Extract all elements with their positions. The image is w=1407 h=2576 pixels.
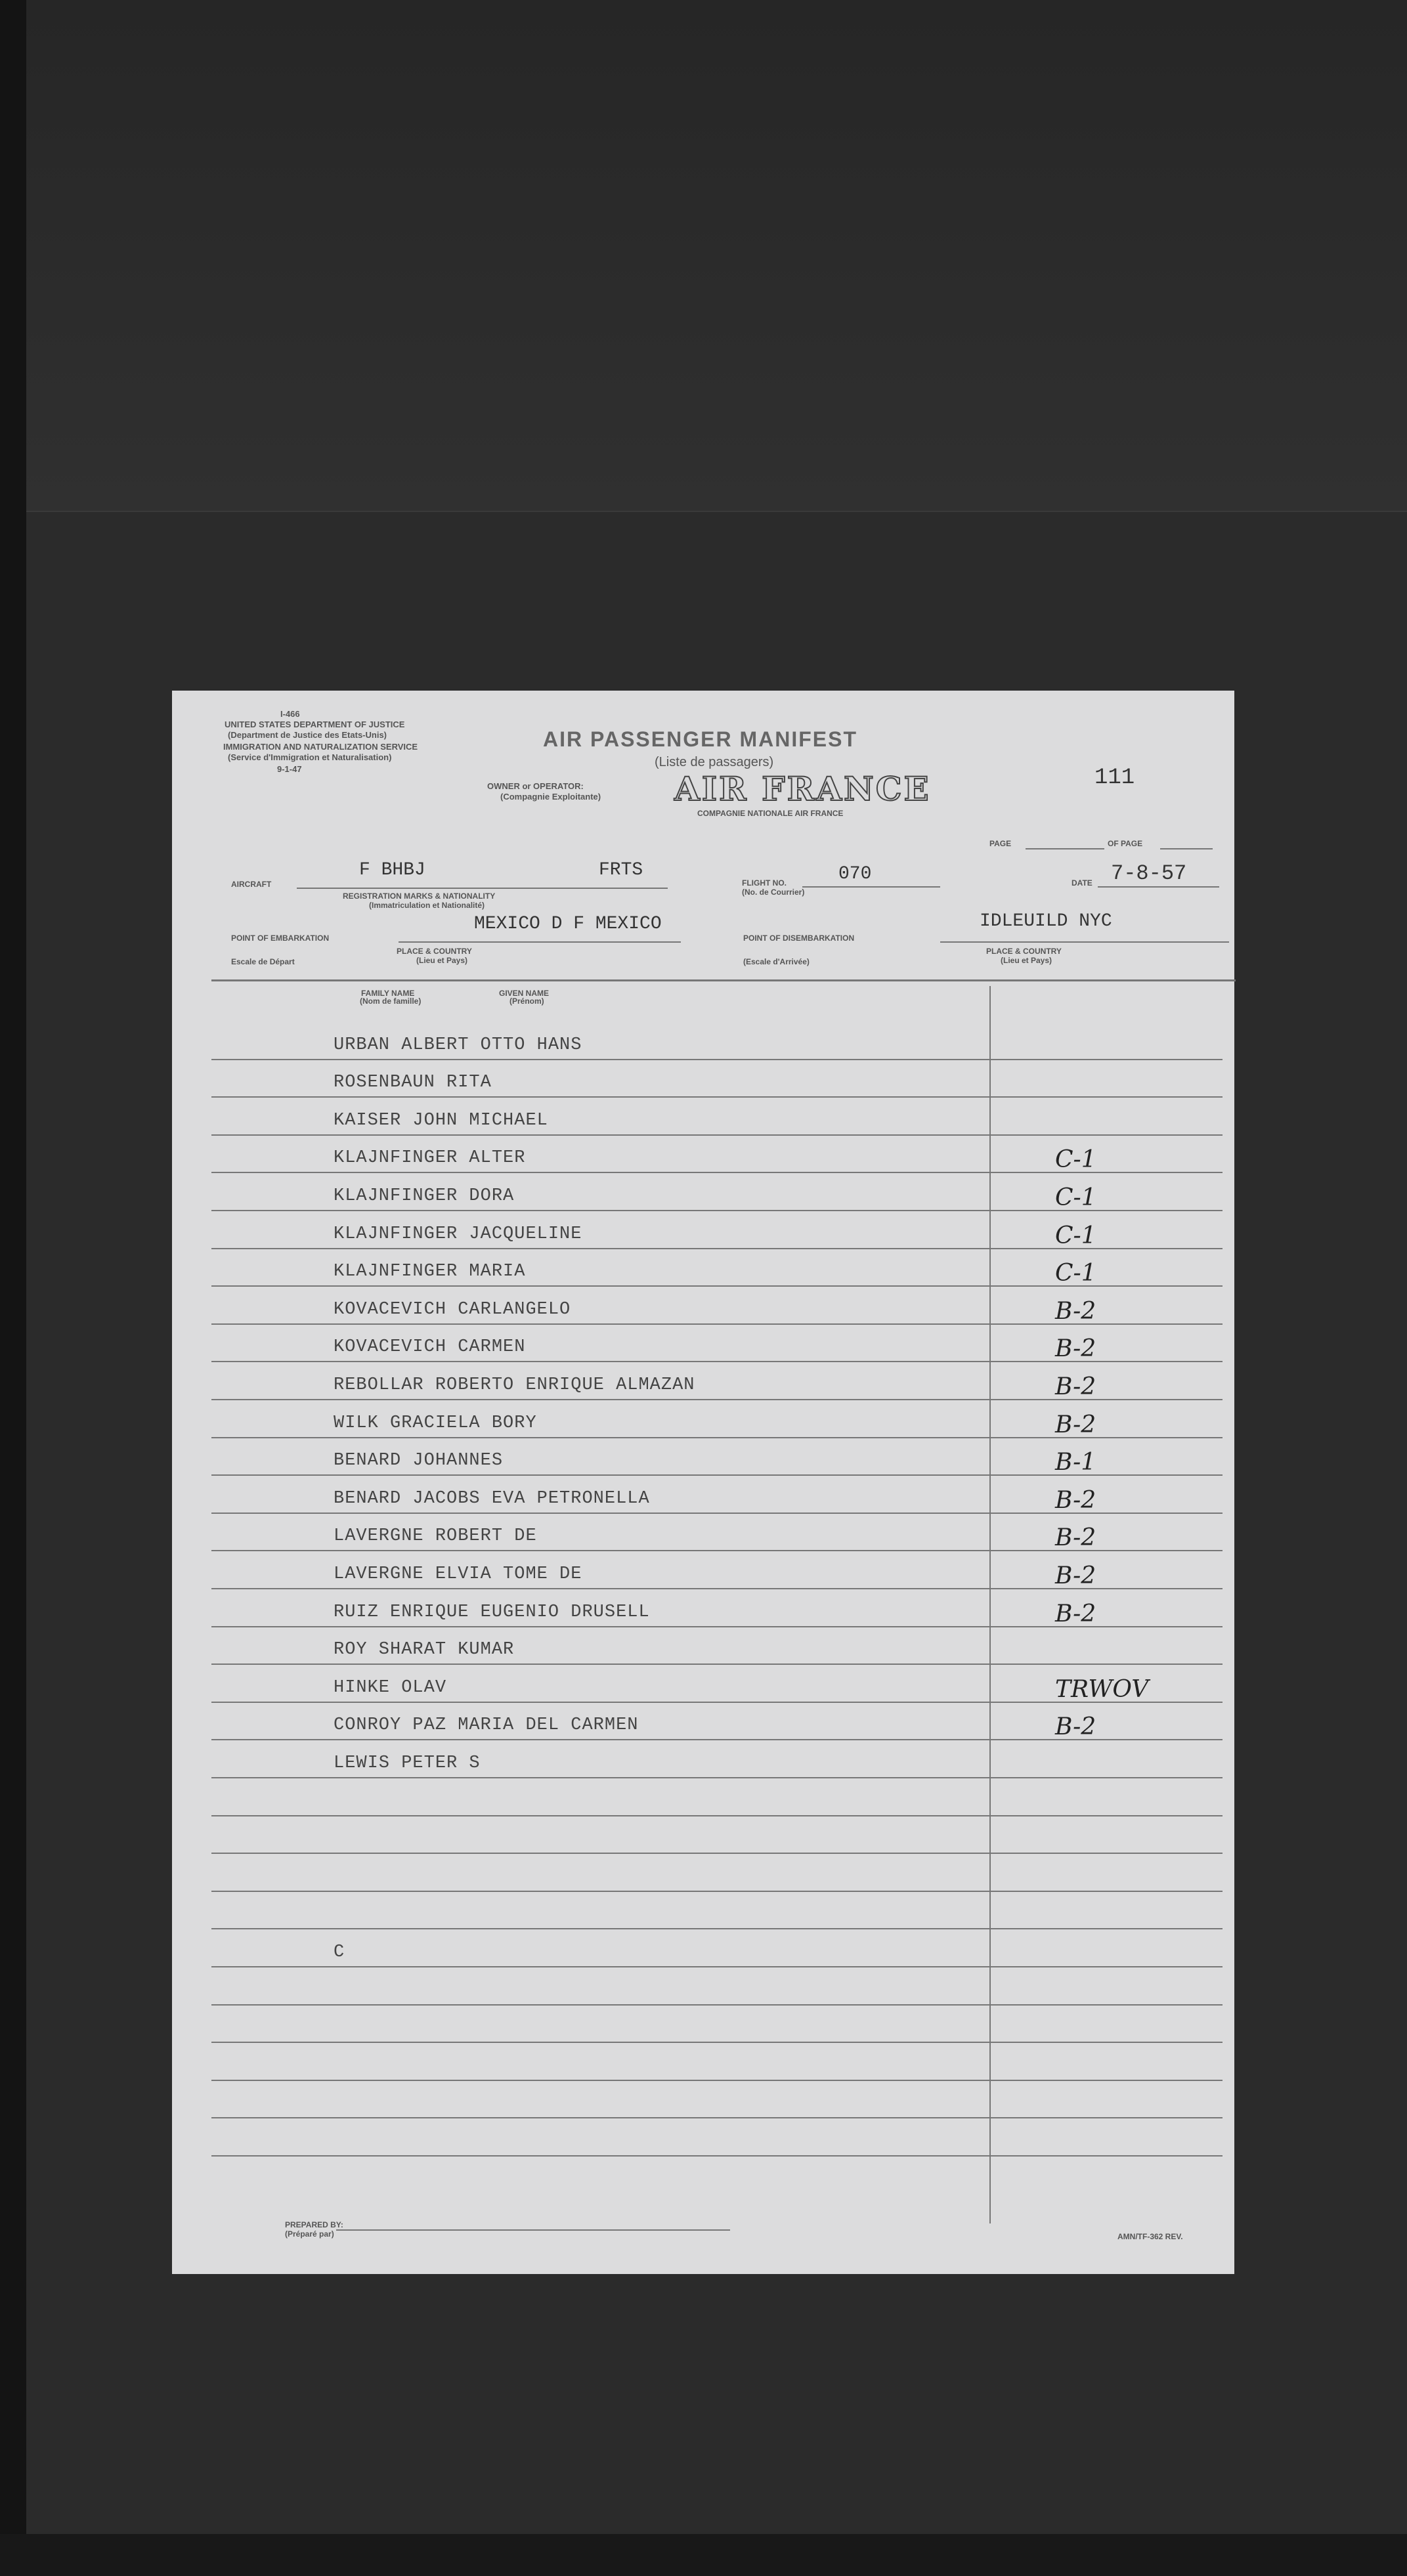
visa-class-mark: B-2 [1055, 1713, 1096, 1741]
visa-class-mark: B-2 [1055, 1373, 1096, 1400]
given-name-header: GIVEN NAME [499, 989, 550, 998]
prepared-by-label: PREPARED BY: [285, 2220, 343, 2229]
passenger-name: ROY SHARAT KUMAR [334, 1640, 515, 1660]
visa-class-mark: B-2 [1055, 1297, 1096, 1325]
passenger-row [211, 2006, 1223, 2044]
passenger-name: WILK GRACIELA BORY [334, 1413, 537, 1433]
aircraft-registration: F BHBJ [359, 860, 425, 880]
given-name-header-fr: (Prénom) [509, 997, 544, 1006]
passenger-row [211, 1514, 1223, 1552]
disembarkation-value: IDLEUILD NYC [980, 911, 1112, 932]
visa-class-mark: B-2 [1055, 1486, 1096, 1514]
prepared-by-label-fr: (Préparé par) [285, 2229, 334, 2239]
passenger-name: ROSENBAUN RITA [334, 1073, 492, 1093]
flight-no-field-line [802, 886, 940, 888]
aircraft-label: AIRCRAFT [231, 880, 272, 889]
embarkation-value: MEXICO D F MEXICO [474, 914, 662, 934]
passenger-name: URBAN ALBERT OTTO HANS [334, 1035, 582, 1055]
form-date: 9-1-47 [277, 764, 302, 774]
passenger-row [211, 1967, 1223, 2006]
passenger-row [211, 1627, 1223, 1665]
family-name-header-fr: (Nom de famille) [360, 997, 422, 1006]
visa-class-mark: C-1 [1055, 1184, 1096, 1211]
passenger-row [211, 1589, 1223, 1627]
visa-class-mark: TRWOV [1055, 1675, 1149, 1703]
passenger-row [211, 1211, 1223, 1249]
row-line [211, 2155, 1223, 2157]
passenger-row [211, 1665, 1223, 1703]
film-edge-left [0, 0, 26, 2576]
disembark-place-country-fr: (Lieu et Pays) [1001, 956, 1052, 965]
flight-no-label: FLIGHT NO. [742, 878, 787, 888]
passenger-name: KOVACEVICH CARMEN [334, 1337, 526, 1358]
embarkation-label-fr: Escale de Départ [231, 957, 295, 966]
passenger-row [211, 1173, 1223, 1211]
passenger-row [211, 1551, 1223, 1589]
passenger-row [211, 1854, 1223, 1892]
visa-class-mark: B-2 [1055, 1600, 1096, 1627]
passenger-name: KOVACEVICH CARLANGELO [334, 1299, 571, 1320]
owner-label: OWNER or OPERATOR: [487, 781, 584, 791]
passenger-row [211, 1816, 1223, 1855]
owner-label-fr: (Compagnie Exploitante) [500, 792, 601, 802]
passenger-name: BENARD JACOBS EVA PETRONELLA [334, 1488, 650, 1509]
page-field-line [1026, 848, 1104, 849]
of-page-label: OF PAGE [1108, 839, 1143, 848]
visa-class-mark: C-1 [1055, 1222, 1096, 1249]
page-label: PAGE [989, 839, 1012, 848]
visa-class-mark: B-2 [1055, 1524, 1096, 1552]
header-divider [211, 979, 1236, 981]
passenger-row [211, 1400, 1223, 1438]
flight-no-label-fr: (No. de Courrier) [742, 888, 805, 897]
flight-date: 7-8-57 [1111, 861, 1187, 886]
passenger-name: C [334, 1942, 345, 1962]
passenger-name: LEWIS PETER S [334, 1753, 481, 1773]
date-field-line [1098, 886, 1219, 888]
passenger-name: KAISER JOHN MICHAEL [334, 1110, 548, 1130]
film-edge-bottom [0, 2534, 1407, 2576]
embark-place-country-fr: (Lieu et Pays) [416, 956, 468, 965]
passenger-row [211, 1476, 1223, 1514]
embark-place-country: PLACE & COUNTRY [397, 947, 472, 956]
passenger-row [211, 1892, 1223, 1930]
visa-class-mark: B-1 [1055, 1449, 1096, 1476]
passenger-row [211, 1362, 1223, 1400]
passenger-name: BENARD JOHANNES [334, 1451, 504, 1471]
passenger-name: LAVERGNE ELVIA TOME DE [334, 1564, 582, 1584]
disembarkation-label-fr: (Escale d'Arrivée) [743, 957, 810, 966]
passenger-row [211, 1249, 1223, 1287]
passenger-row [211, 1325, 1223, 1363]
passenger-row [211, 1929, 1223, 1967]
passenger-row [211, 1022, 1223, 1060]
visa-class-mark: B-2 [1055, 1411, 1096, 1438]
visa-class-mark: B-2 [1055, 1335, 1096, 1363]
air-france-logo: AIR FRANCE [674, 769, 931, 808]
prepared-by-line [336, 2229, 730, 2231]
passenger-name: HINKE OLAV [334, 1677, 447, 1698]
airline-subtitle: COMPAGNIE NATIONALE AIR FRANCE [697, 809, 844, 818]
passenger-name: REBOLLAR ROBERTO ENRIQUE ALMAZAN [334, 1375, 695, 1395]
aircraft-nationality: FRTS [599, 860, 643, 880]
passenger-row [211, 1287, 1223, 1325]
disembarkation-label: POINT OF DISEMBARKATION [743, 934, 855, 943]
agency-name-fr: (Department de Justice des Etats-Unis) [228, 730, 387, 740]
manifest-sheet [172, 691, 1234, 2274]
of-page-field-line [1160, 848, 1213, 849]
passenger-name: KLAJNFINGER ALTER [334, 1148, 526, 1169]
passenger-name: KLAJNFINGER MARIA [334, 1262, 526, 1282]
disembark-place-country: PLACE & COUNTRY [986, 947, 1062, 956]
passenger-name: KLAJNFINGER DORA [334, 1186, 515, 1206]
form-code: AMN/TF-362 REV. [1117, 2232, 1183, 2241]
passenger-row [211, 1778, 1223, 1816]
passenger-row [211, 2043, 1223, 2081]
service-name: IMMIGRATION AND NATURALIZATION SERVICE [223, 742, 418, 752]
registration-label: REGISTRATION MARKS & NATIONALITY [343, 891, 496, 901]
passenger-row [211, 2081, 1223, 2119]
passenger-row [211, 1098, 1223, 1136]
passenger-row [211, 1438, 1223, 1476]
visa-class-mark: C-1 [1055, 1146, 1096, 1174]
disembarkation-field-line [940, 941, 1229, 943]
stamp-number: 111 [1094, 765, 1135, 790]
form-id: I-466 [280, 709, 300, 719]
embarkation-label: POINT OF EMBARKATION [231, 934, 330, 943]
film-background-top [26, 0, 1407, 512]
family-name-header: FAMILY NAME [361, 989, 415, 998]
service-name-fr: (Service d'Immigration et Naturalisation) [228, 752, 392, 762]
passenger-row [211, 2118, 1223, 2157]
manifest-title: AIR PASSENGER MANIFEST [543, 727, 857, 751]
embarkation-field-line [399, 941, 681, 943]
registration-label-fr: (Immatriculation et Nationalité) [369, 901, 485, 910]
passenger-row [211, 1740, 1223, 1778]
passenger-name: LAVERGNE ROBERT DE [334, 1526, 537, 1547]
passenger-row [211, 1060, 1223, 1098]
aircraft-field-line [297, 888, 668, 889]
date-label: DATE [1071, 878, 1093, 888]
passenger-row [211, 1136, 1223, 1174]
passenger-name: CONROY PAZ MARIA DEL CARMEN [334, 1715, 639, 1736]
agency-name: UNITED STATES DEPARTMENT OF JUSTICE [225, 719, 405, 729]
manifest-title-fr: (Liste de passagers) [655, 755, 774, 769]
passenger-name: KLAJNFINGER JACQUELINE [334, 1224, 582, 1244]
visa-class-mark: C-1 [1055, 1260, 1096, 1287]
visa-class-mark: B-2 [1055, 1562, 1096, 1589]
passenger-row [211, 1703, 1223, 1741]
flight-number: 070 [838, 864, 872, 884]
passenger-name: RUIZ ENRIQUE EUGENIO DRUSELL [334, 1602, 650, 1622]
